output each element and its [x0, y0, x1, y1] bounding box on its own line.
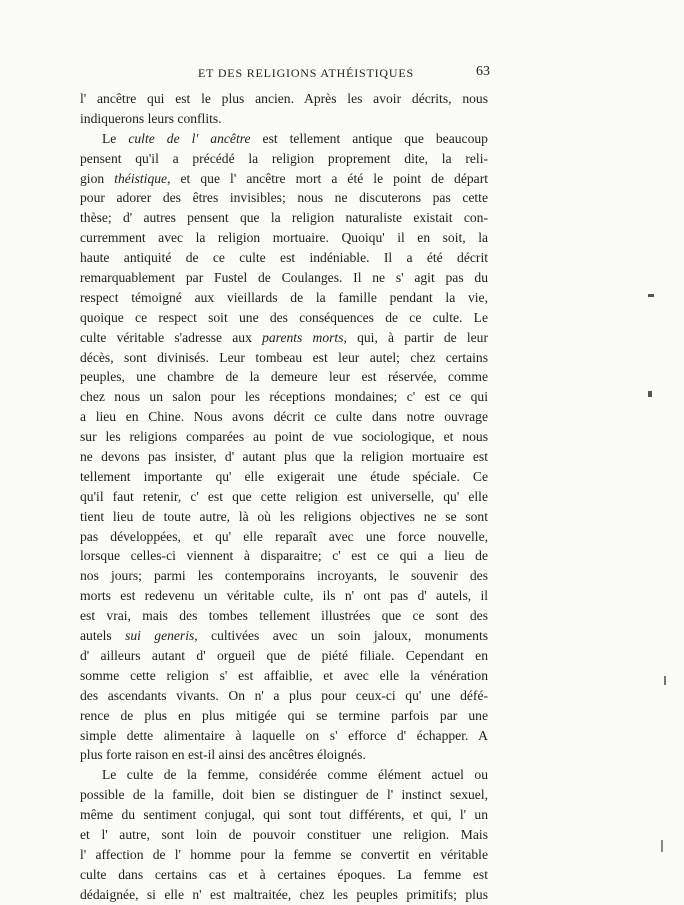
text-line: possible de la famille, doit bien se distinguer de l' instinct sexuel,: [80, 787, 488, 803]
text-line: tellement importante qu' elle exigerait une étude spéciale. Ce: [80, 468, 488, 484]
text-line: [80, 328, 488, 348]
text-run: autels: [80, 628, 126, 644]
running-title: ET DES RELIGIONS ATHÉISTIQUES: [198, 66, 414, 80]
text-line: tient lieu de toute autre, là où les religions objectives ne se sont: [80, 508, 488, 524]
text-line: a lieu en Chine. Nous avons décrit ce culte dans notre ouvrage: [80, 409, 488, 425]
text-line: pas développées, et qu' elle reparaît avec une force nouvelle,: [80, 528, 488, 544]
text-run: , cultivées avec un soin jaloux, monuments: [194, 628, 489, 644]
text-line: d' ailleurs autant d' orgueil que de piété filiale. Cependant en: [80, 647, 488, 663]
text-line: est vrai, mais des tombes tellement illustrées que ce sont des: [80, 608, 488, 624]
text-line: morts est redevenu un véritable culte, ils n' ont pas d' autels, il: [80, 588, 488, 604]
text-line: pensent qu'il a précédé la religion proprement dite, la reli-: [80, 150, 488, 166]
text-line: sur les religions comparées au point de vue sociologique, et nous: [80, 429, 488, 445]
page-number: 63: [476, 64, 490, 79]
text-run: culte véritable s'adresse aux: [80, 329, 263, 345]
text-line: remarquablement par Fustel de Coulanges. Il ne s' agit pas du: [80, 270, 488, 286]
italic-phrase: parents morts: [262, 329, 344, 345]
text-line: quoique ce respect soit une des conséquences de ce culte. Le: [80, 309, 488, 325]
italic-phrase: culte de l' ancêtre: [128, 130, 251, 146]
text-line: respect témoigné aux vieillards de la famille pendant la vie,: [80, 289, 488, 305]
text-line: indiquerons leurs conflits.: [80, 110, 222, 126]
text-line: peuples, une chambre de la demeure leur est réservée, comme: [80, 369, 488, 385]
text-line: l' ancêtre qui est le plus ancien. Après les avoir décrits, nous: [80, 91, 488, 106]
text-line: [80, 169, 488, 189]
text-line: des ascendants vivants. On n' a plus pour ceux-ci qu' une défé-: [80, 687, 488, 703]
text-line: [80, 626, 488, 646]
text-run: Le: [102, 130, 129, 146]
scan-speck: [648, 294, 654, 297]
running-header: [198, 64, 490, 84]
text-line: Le culte de la femme, considérée comme élément actuel ou: [102, 767, 488, 783]
text-run: est tellement antique que beaucoup: [250, 130, 488, 146]
italic-phrase: sui generis: [125, 628, 195, 644]
scan-speck: [648, 391, 652, 397]
scan-speck: [664, 676, 666, 685]
text-line: l' affection de l' homme pour la femme se convertit en véritable: [80, 846, 488, 862]
text-line: chez nous un salon pour les réceptions mondaines; c' est ce qui: [80, 389, 488, 405]
text-line: lorsque celles-ci viennent à disparaitre; c' est ce qui a lieu de: [80, 548, 488, 564]
text-line: pour adorer des êtres invisibles; nous ne discuterons pas cette: [80, 190, 488, 206]
text-line: simple dette alimentaire à laquelle on s' efforce d' échapper. A: [80, 727, 488, 743]
text-line: culte dans certains cas et à certaines époques. La femme est: [80, 866, 488, 882]
italic-phrase: théistique: [114, 170, 168, 186]
text-line: qu'il faut retenir, c' est que cette religion est universelle, qu' elle: [80, 488, 488, 504]
body-text: [80, 89, 488, 905]
text-run: , qui, à partir de leur: [343, 329, 488, 345]
text-line: même du sentiment conjugal, qui sont tout différents, et qui, l' un: [80, 807, 488, 823]
text-line: curremment avec la religion mortuaire. Quoiqu' il en soit, la: [80, 230, 488, 246]
text-line: somme cette religion s' est affaiblie, et avec elle la vénération: [80, 667, 488, 683]
text-line: décès, sont divinisés. Leur tombeau est leur autel; chez certains: [80, 349, 488, 365]
text-line: [80, 129, 488, 149]
text-line: nos jours; parmi les contemporains incroyants, le souvenir des: [80, 568, 488, 584]
scan-speck: [661, 840, 663, 852]
text-line: haute antiquité de ce culte est indéniable. Il a été décrit: [80, 250, 488, 266]
text-line: plus forte raison en est-il ainsi des ancêtres éloignés.: [80, 747, 366, 763]
text-line: thèse; d' autres pensent que la religion naturaliste existait con-: [80, 210, 488, 226]
text-run: , et que l' ancêtre mort a été le point de départ: [167, 170, 488, 186]
text-line: dédaignée, si elle n' est maltraitée, chez les peuples primitifs; plus: [80, 886, 488, 902]
text-line: rence de plus en plus mitigée qui se termine parfois par une: [80, 707, 488, 723]
text-run: gion: [80, 170, 115, 186]
text-line: ne devons pas insister, d' autant plus que la religion mortuaire est: [80, 449, 488, 465]
text-line: et l' autre, sont loin de pouvoir constituer une religion. Mais: [80, 826, 488, 842]
